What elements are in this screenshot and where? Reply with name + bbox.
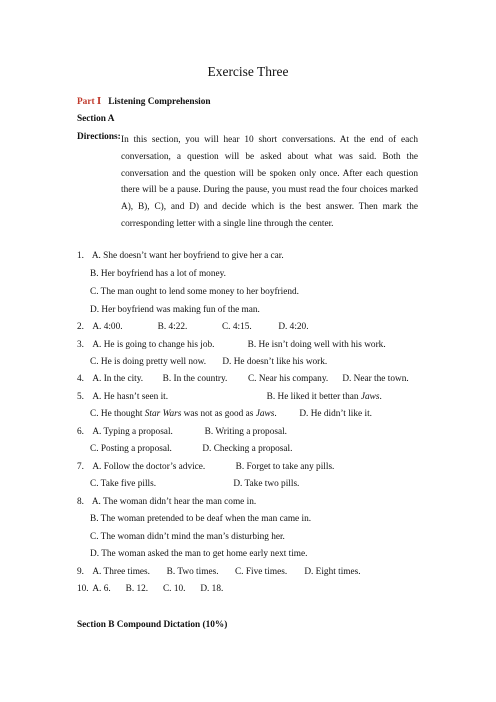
question-number: 6. — [77, 427, 84, 437]
option-b: B. In the country. — [162, 374, 228, 384]
question-6-row-1 — [77, 427, 287, 439]
question-7-row-2 — [90, 479, 299, 491]
question-number: 5. — [77, 392, 84, 402]
question-3-row-2 — [90, 357, 327, 369]
question-9-row — [77, 567, 361, 579]
option-a: A. She doesn’t want her boyfriend to give her a car. — [91, 251, 284, 261]
question-4-row — [77, 374, 409, 386]
question-1-option-b-row — [90, 269, 226, 281]
question-number: 3. — [77, 340, 84, 350]
option-c: C. Five times. — [234, 567, 288, 577]
option-a: A. 6. — [92, 584, 111, 594]
question-number: 2. — [77, 322, 84, 332]
option-d: D. The woman asked the man to get home early next time. — [90, 549, 308, 559]
option-d: D. 4:20. — [278, 322, 309, 332]
option-b: B. 4:22. — [157, 322, 188, 332]
option-d: D. He didn’t like it. — [299, 409, 372, 419]
question-number: 9. — [77, 567, 84, 577]
question-5-row-2 — [90, 409, 372, 421]
option-a: A. Three times. — [92, 567, 150, 577]
option-b: B. Two times. — [166, 567, 219, 577]
question-8-option-d-row — [90, 549, 307, 561]
question-number: 1. — [77, 251, 84, 261]
section-b-heading: Section B Compound Dictation (10%) — [77, 620, 228, 630]
question-8-option-b-row — [90, 514, 311, 526]
question-1-option-a-row — [77, 251, 284, 263]
option-a: A. He is going to change his job. — [92, 340, 215, 350]
option-c: C. Take five pills. — [90, 479, 157, 489]
option-a: A. The woman didn’t hear the man come in. — [91, 497, 257, 507]
section-a-heading: Section A — [77, 114, 115, 124]
option-b: B. He liked it better than Jaws. — [266, 392, 382, 402]
question-8-option-a-row — [77, 497, 256, 509]
question-5-row-1 — [77, 392, 382, 404]
option-d: D. Near the town. — [342, 374, 409, 384]
option-d: D. Her boyfriend was making fun of the man. — [90, 305, 260, 315]
question-8-option-c-row — [90, 532, 285, 544]
option-b: B. The woman pretended to be deaf when the man came in. — [90, 514, 312, 524]
question-number: 10. — [77, 584, 89, 594]
part-number: Part Ⅰ — [77, 97, 102, 107]
question-number: 7. — [77, 462, 84, 472]
question-10-row — [77, 584, 223, 596]
question-1-option-d-row — [90, 305, 260, 317]
option-c: C. 4:15. — [221, 322, 252, 332]
option-c: C. He is doing pretty well now. — [90, 357, 207, 367]
option-b: B. He isn’t doing well with his work. — [247, 340, 386, 350]
question-1-option-c-row — [90, 287, 299, 299]
option-c: C. Posting a proposal. — [90, 444, 172, 454]
option-d: D. 18. — [200, 584, 224, 594]
part-heading — [77, 97, 211, 109]
question-2-row — [77, 322, 309, 334]
option-d: D. He doesn’t like his work. — [222, 357, 328, 367]
option-a: A. In the city. — [92, 374, 144, 384]
part-label: Listening Comprehension — [108, 97, 211, 107]
option-c: C. 10. — [162, 584, 186, 594]
option-b: B. Her boyfriend has a lot of money. — [90, 269, 226, 279]
option-a: A. Typing a proposal. — [92, 427, 173, 437]
option-c: C. He thought Star Wars was not as good as Jaws. — [90, 409, 277, 419]
question-number: 8. — [77, 497, 84, 507]
option-c: C. Near his company. — [247, 374, 329, 384]
option-b: B. 12. — [125, 584, 149, 594]
option-c: C. The woman didn’t mind the man’s disturbing her. — [90, 532, 285, 542]
option-b: B. Writing a proposal. — [204, 427, 287, 437]
option-c: C. The man ought to lend some money to her boyfriend. — [90, 287, 299, 297]
option-b: B. Forget to take any pills. — [235, 462, 335, 472]
option-a: A. 4:00. — [92, 322, 123, 332]
option-a: A. Follow the doctor’s advice. — [92, 462, 206, 472]
question-6-row-2 — [90, 444, 292, 456]
option-d: D. Checking a proposal. — [202, 444, 293, 454]
directions-text: In this section, you will hear 10 short conversations. At the end of each conversation, a question will be asked about what was said. Both the conversation and the question will be spoken only once. After each question there will be a pause. During the pause, you must read the four choices marked A), B), C), and D) and decide which is the best answer. Then mark the corresponding letter with a single line through the center. — [121, 135, 418, 229]
question-3-row-1 — [77, 340, 386, 352]
page-title: Exercise Three — [207, 64, 289, 79]
question-7-row-1 — [77, 462, 334, 474]
option-d: D. Take two pills. — [233, 479, 300, 489]
option-a: A. He hasn’t seen it. — [92, 392, 169, 402]
option-d: D. Eight times. — [304, 567, 361, 577]
directions-label: Directions: — [77, 132, 121, 142]
question-number: 4. — [77, 374, 84, 384]
